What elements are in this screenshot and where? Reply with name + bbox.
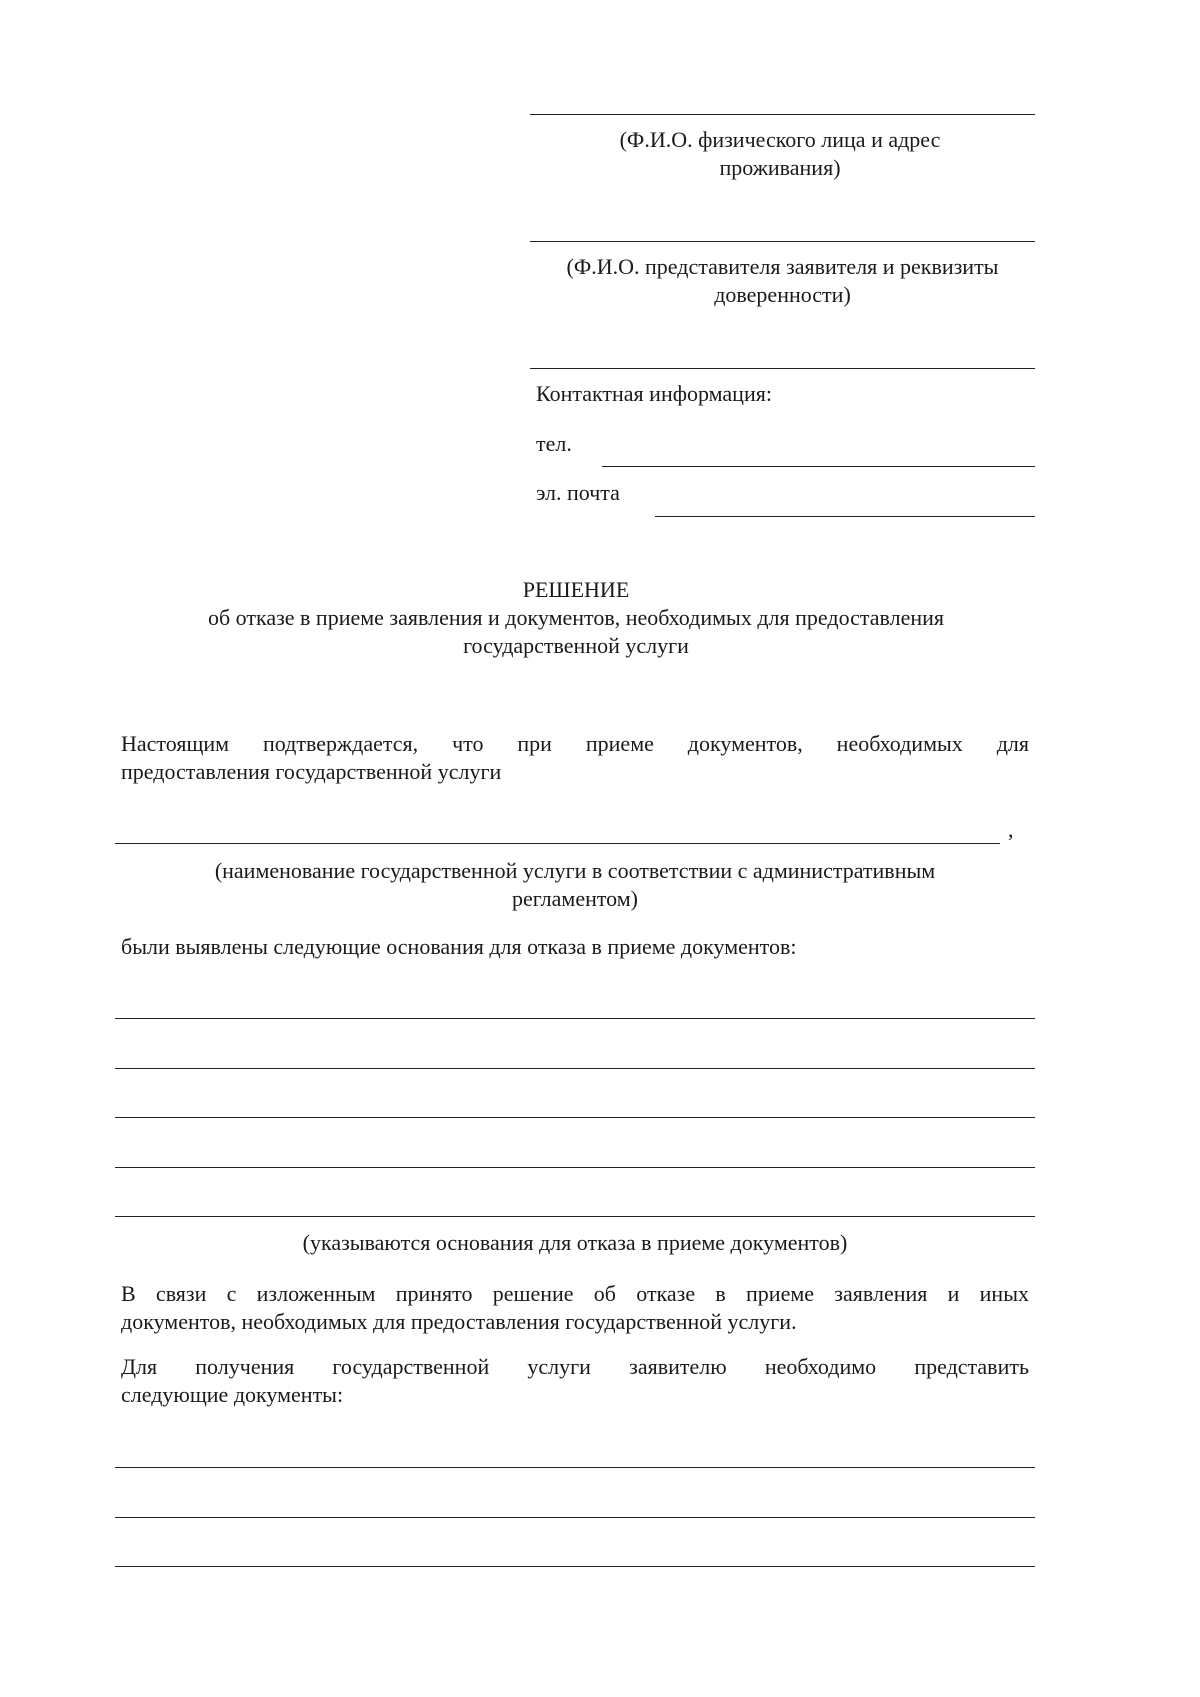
applicant-caption bbox=[580, 126, 980, 182]
service-caption-line1: (наименование государственной услуги в соответствии с административным bbox=[214, 858, 936, 883]
required-docs-line[interactable] bbox=[115, 1467, 1035, 1468]
required-docs-line[interactable] bbox=[115, 1566, 1035, 1567]
grounds-line[interactable] bbox=[115, 1117, 1035, 1118]
grounds-caption: (указываются основания для отказа в приеме документов) bbox=[302, 1230, 848, 1255]
contact-label: Контактная информация: bbox=[536, 381, 772, 406]
decision-line1: В связи с изложенным принято решение об отказе в приеме заявления и иных bbox=[121, 1281, 1029, 1306]
intro-line1: Настоящим подтверждается, что при приеме документов, необходимых для bbox=[121, 731, 1029, 756]
service-caption-line2: регламентом) bbox=[511, 886, 639, 911]
intro-paragraph bbox=[121, 730, 1029, 786]
grounds-line[interactable] bbox=[115, 1167, 1035, 1168]
grounds-line[interactable] bbox=[115, 1018, 1035, 1019]
service-line-comma: , bbox=[1008, 817, 1014, 842]
required-docs-line[interactable] bbox=[115, 1517, 1035, 1518]
email-field-line[interactable] bbox=[655, 516, 1035, 517]
title-heading: РЕШЕНИЕ bbox=[522, 577, 630, 602]
service-name-line[interactable] bbox=[115, 843, 1000, 844]
decision-line2: документов, необходимых для предоставления государственной услуги. bbox=[121, 1309, 797, 1334]
title-subtitle-line1: об отказе в приеме заявления и документов, необходимых для предоставления bbox=[207, 605, 945, 630]
title-subtitle-line2: государственной услуги bbox=[463, 633, 689, 658]
required-line2: следующие документы: bbox=[121, 1382, 344, 1407]
extra-info-line[interactable] bbox=[530, 368, 1035, 369]
grounds-line[interactable] bbox=[115, 1068, 1035, 1069]
grounds-intro: были выявлены следующие основания для отказа в приеме документов: bbox=[121, 934, 797, 959]
applicant-name-line[interactable] bbox=[530, 114, 1035, 115]
required-docs-paragraph bbox=[121, 1353, 1029, 1409]
representative-name-line[interactable] bbox=[530, 241, 1035, 242]
decision-paragraph bbox=[121, 1280, 1029, 1336]
required-line1: Для получения государственной услуги заявителю необходимо представить bbox=[121, 1354, 1029, 1379]
grounds-line[interactable] bbox=[115, 1216, 1035, 1217]
document-title bbox=[0, 576, 1152, 660]
phone-field-line[interactable] bbox=[602, 466, 1035, 467]
intro-line2: предоставления государственной услуги bbox=[121, 759, 502, 784]
service-caption bbox=[115, 857, 1035, 913]
email-label: эл. почта bbox=[536, 480, 620, 505]
representative-caption bbox=[535, 253, 1030, 309]
phone-label: тел. bbox=[536, 431, 572, 456]
representative-caption-text: (Ф.И.О. представителя заявителя и реквизиты доверенности) bbox=[566, 254, 999, 307]
applicant-caption-text: (Ф.И.О. физического лица и адрес проживания) bbox=[619, 127, 941, 180]
